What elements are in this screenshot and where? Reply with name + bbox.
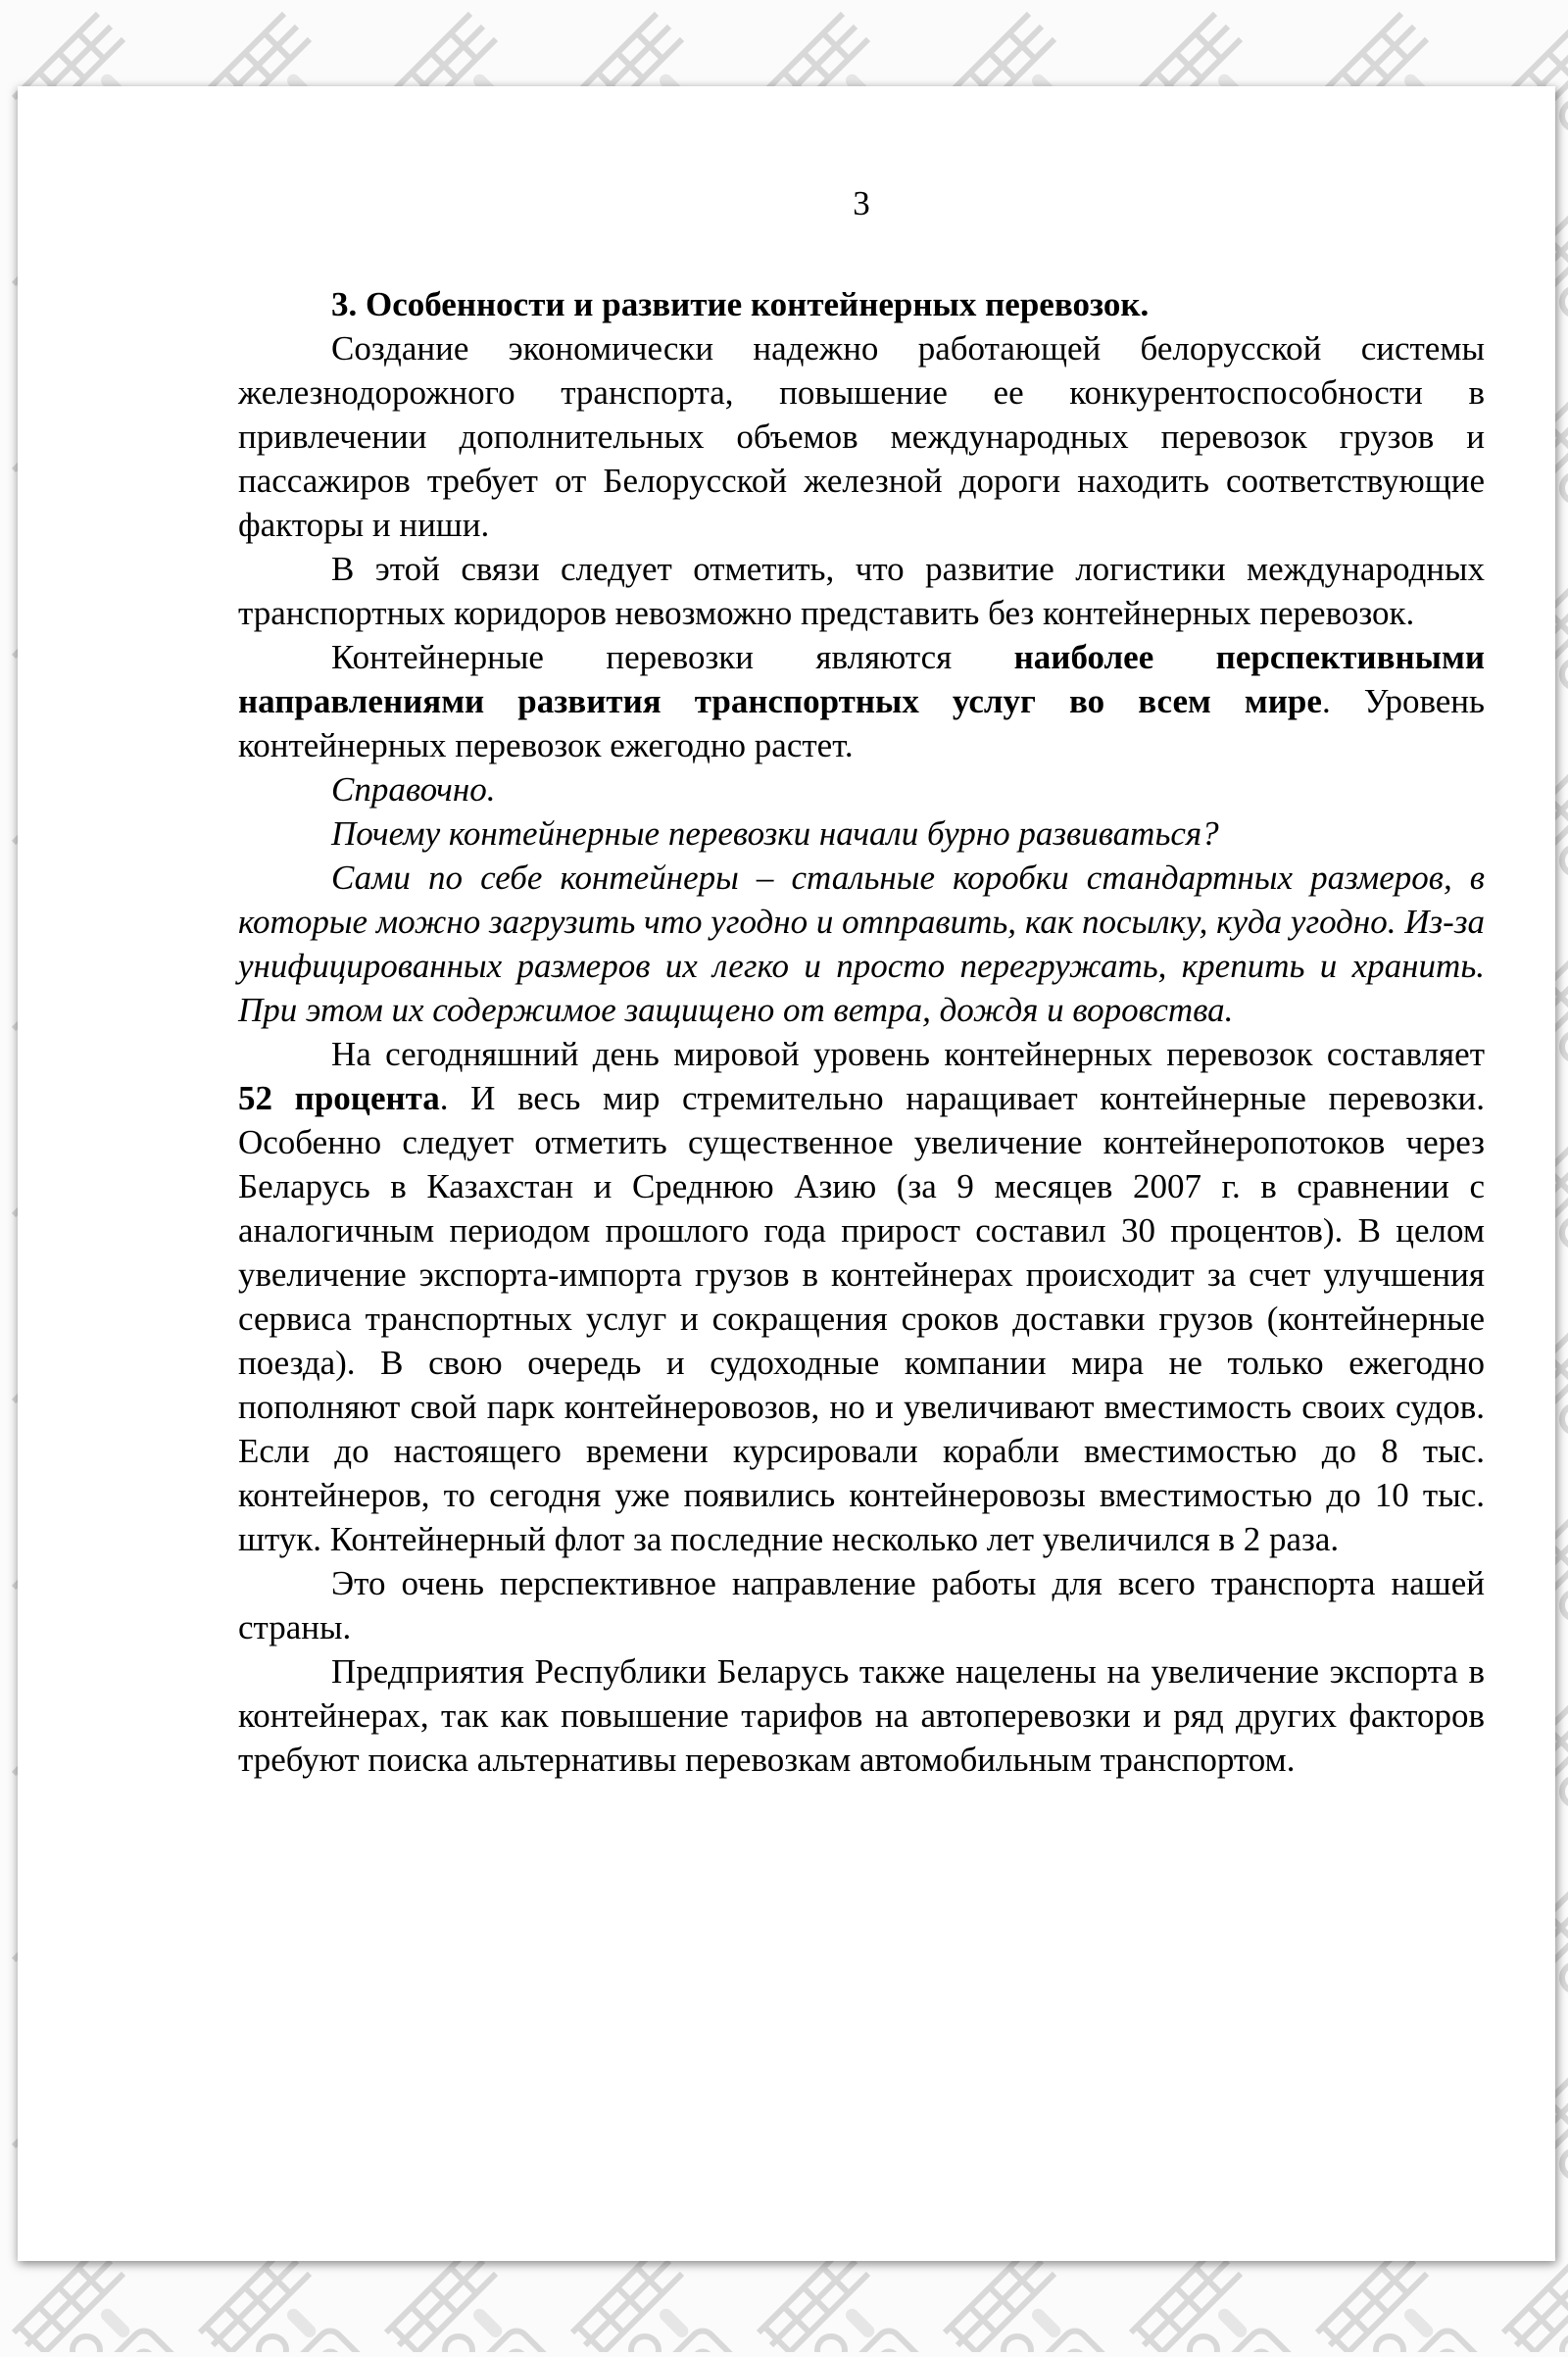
- text-run: наиболее перспективными направлениями развития транспортных услуг во всем мире: [238, 638, 1485, 720]
- page-number: 3: [853, 184, 870, 222]
- paragraph-reference-body: [238, 856, 1485, 1032]
- paragraph-enterprises: [238, 1649, 1485, 1782]
- text-run: Предприятия Республики Беларусь также нацелены на увеличение экспорта в контейнерах, так как повышение тарифов на автоперевозки и ряд других факторов требуют поиска альтернативы перевозкам автомобильным транспортом.: [238, 1652, 1485, 1779]
- text-run: В этой связи следует отметить, что развитие логистики международных транспортных коридоров невозможно представить без контейнерных перевозок.: [238, 550, 1485, 632]
- paragraph-intro: [238, 326, 1485, 547]
- text-run: Сами по себе контейнеры – стальные коробки стандартных размеров, в которые можно загрузить что угодно и отправить, как посылку, куда угодно. Из-за унифицированных размеров их легко и просто перегружать, крепить и хранить. При этом их содержимое защищено от ветра, дождя и воровства.: [238, 859, 1485, 1029]
- text-run: Контейнерные перевозки являются: [331, 638, 1014, 676]
- text-run: Справочно.: [331, 770, 496, 809]
- text-run: Создание экономически надежно работающей белорусской системы железнодорожного транспорта, повышение ее конкурентоспособности в привлечении дополнительных объемов международных перевозок грузов и пассажиров требует от Белорусской железной дороги находить соответствующие факторы и ниши.: [238, 329, 1485, 544]
- paragraph-perspective: [238, 635, 1485, 767]
- text-run: На сегодняшний день мировой уровень контейнерных перевозок составляет: [331, 1035, 1485, 1073]
- text-run: . И весь мир стремительно наращивает контейнерные перевозки. Особенно следует отметить существенное увеличение контейнеропотоков через Беларусь в Казахстан и Среднюю Азию (за 9 месяцев 2007 г. в сравнении с аналогичным периодом прошлого года прирост составил 30 процентов). В целом увеличение экспорта-импорта грузов в контейнерах происходит за счет улучшения сервиса транспортных услуг и сокращения сроков доставки грузов (контейнерные поезда). В свою очередь и судоходные компании мира не только ежегодно пополняют свой парк контейнеровозов, но и увеличивают вместимость своих судов. Если до настоящего времени курсировали корабли вместимостью до 8 тыс. контейнеров, то сегодня уже появились контейнеровозы вместимостью до 10 тыс. штук. Контейнерный флот за последние несколько лет увеличился в 2 раза.: [238, 1079, 1485, 1558]
- document-body: [238, 282, 1485, 1782]
- paragraph-world-level: [238, 1032, 1485, 1561]
- text-run: 3. Особенности и развитие контейнерных перевозок.: [331, 285, 1150, 323]
- document-page: [18, 86, 1555, 2261]
- text-run: Почему контейнерные перевозки начали бурно развиваться?: [331, 814, 1219, 853]
- paragraph-direction: [238, 1561, 1485, 1649]
- paragraph-reference-question: [238, 811, 1485, 856]
- section-heading: [238, 282, 1485, 326]
- text-run: Это очень перспективное направление работы для всего транспорта нашей страны.: [238, 1564, 1485, 1646]
- paragraph-reference-label: [238, 767, 1485, 811]
- text-run: 52 процента: [238, 1079, 440, 1117]
- text-run: . Уровень контейнерных перевозок ежегодно растет.: [238, 682, 1485, 764]
- paragraph-logistics: [238, 547, 1485, 635]
